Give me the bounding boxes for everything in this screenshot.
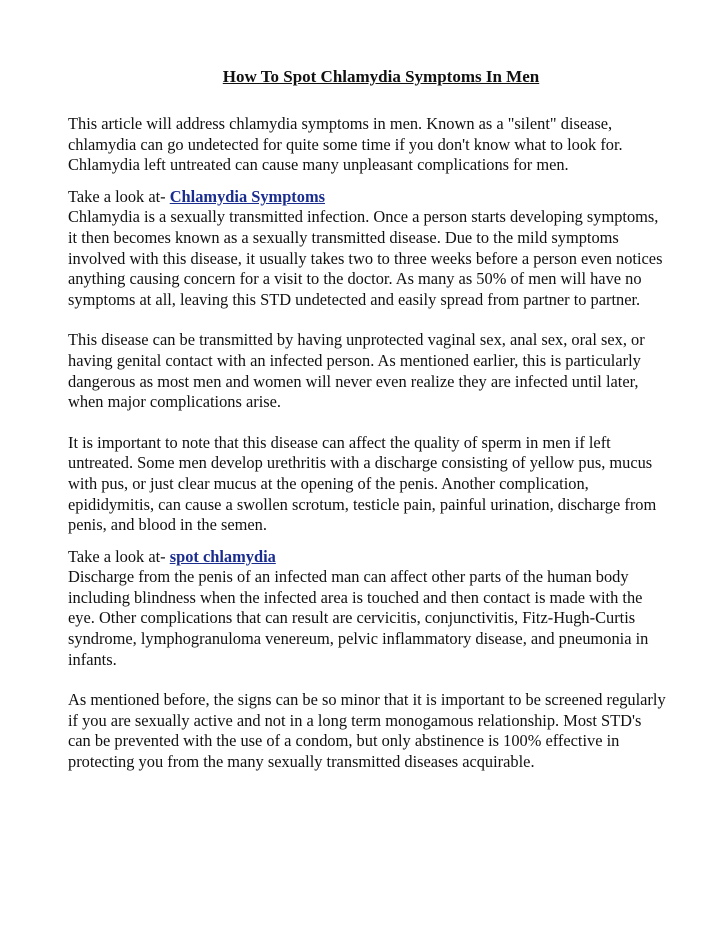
screening-paragraph: As mentioned before, the signs can be so minor that it is important to be screened regularly if you are sexually active and not in a long term monogamous relationship. Most STD's can be prevented with the use of a condom, but only abstinence is 100% effective in protecting you from the many sexually transmitted diseases acquirable.: [68, 690, 666, 772]
chlamydia-symptoms-link[interactable]: Chlamydia Symptoms: [169, 186, 325, 206]
spacer: [68, 670, 668, 690]
spot-chlamydia-link[interactable]: spot chlamydia: [169, 546, 276, 566]
link-line-1: [68, 187, 668, 208]
transmission-paragraph: This disease can be transmitted by having unprotected vaginal sex, anal sex, oral sex, or having genital contact with an infected person. As mentioned earlier, this is particularly dangerous as most men and women will never even realize they are infected until later, when major complications arise.: [68, 330, 645, 412]
link-line-2: [68, 547, 668, 568]
spacer: [68, 413, 668, 433]
spacer: [68, 310, 668, 330]
link-prefix: Take a look at-: [68, 546, 170, 566]
sperm-paragraph: It is important to note that this disease can affect the quality of sperm in men if left untreated. Some men develop urethritis with a discharge consisting of yellow pus, mucus with pus, or just clear mucus at the opening of the penis. Another complication, epididymitis, can cause a swollen scrotum, testicle pain, painful urination, discharge from penis, and blood in the semen.: [68, 432, 657, 535]
symptoms-paragraph: Chlamydia is a sexually transmitted infection. Once a person starts developing symptoms, it then becomes known as a sexually transmitted disease. Due to the mild symptoms involved with this disease, it usually takes two to three weeks before a person even notices anything causing concern for a visit to the doctor. As many as 50% of men will have no symptoms at all, leaving this STD undetected and easily spread from partner to partner.: [68, 207, 663, 309]
complications-paragraph: Discharge from the penis of an infected man can affect other parts of the human body including blindness when the infected area is touched and then contact is made with the eye. Other complications that can result are cervicitis, conjunctivitis, Fitz-Hugh-Curtis syndrome, lymphogranuloma venereum, pelvic inflammatory disease, and pneumonia in infants.: [68, 567, 649, 669]
spacer: [68, 536, 668, 547]
intro-paragraph: This article will address chlamydia symptoms in men. Known as a "silent" disease, chlamydia can go undetected for quite some time if you don't know what to look for. Chlamydia left untreated can cause many unpleasant complications for men.: [68, 114, 623, 175]
document-page: [68, 66, 668, 773]
link-prefix: Take a look at-: [68, 186, 170, 206]
document-title: How To Spot Chlamydia Symptoms In Men: [222, 67, 540, 86]
spacer: [68, 176, 668, 187]
